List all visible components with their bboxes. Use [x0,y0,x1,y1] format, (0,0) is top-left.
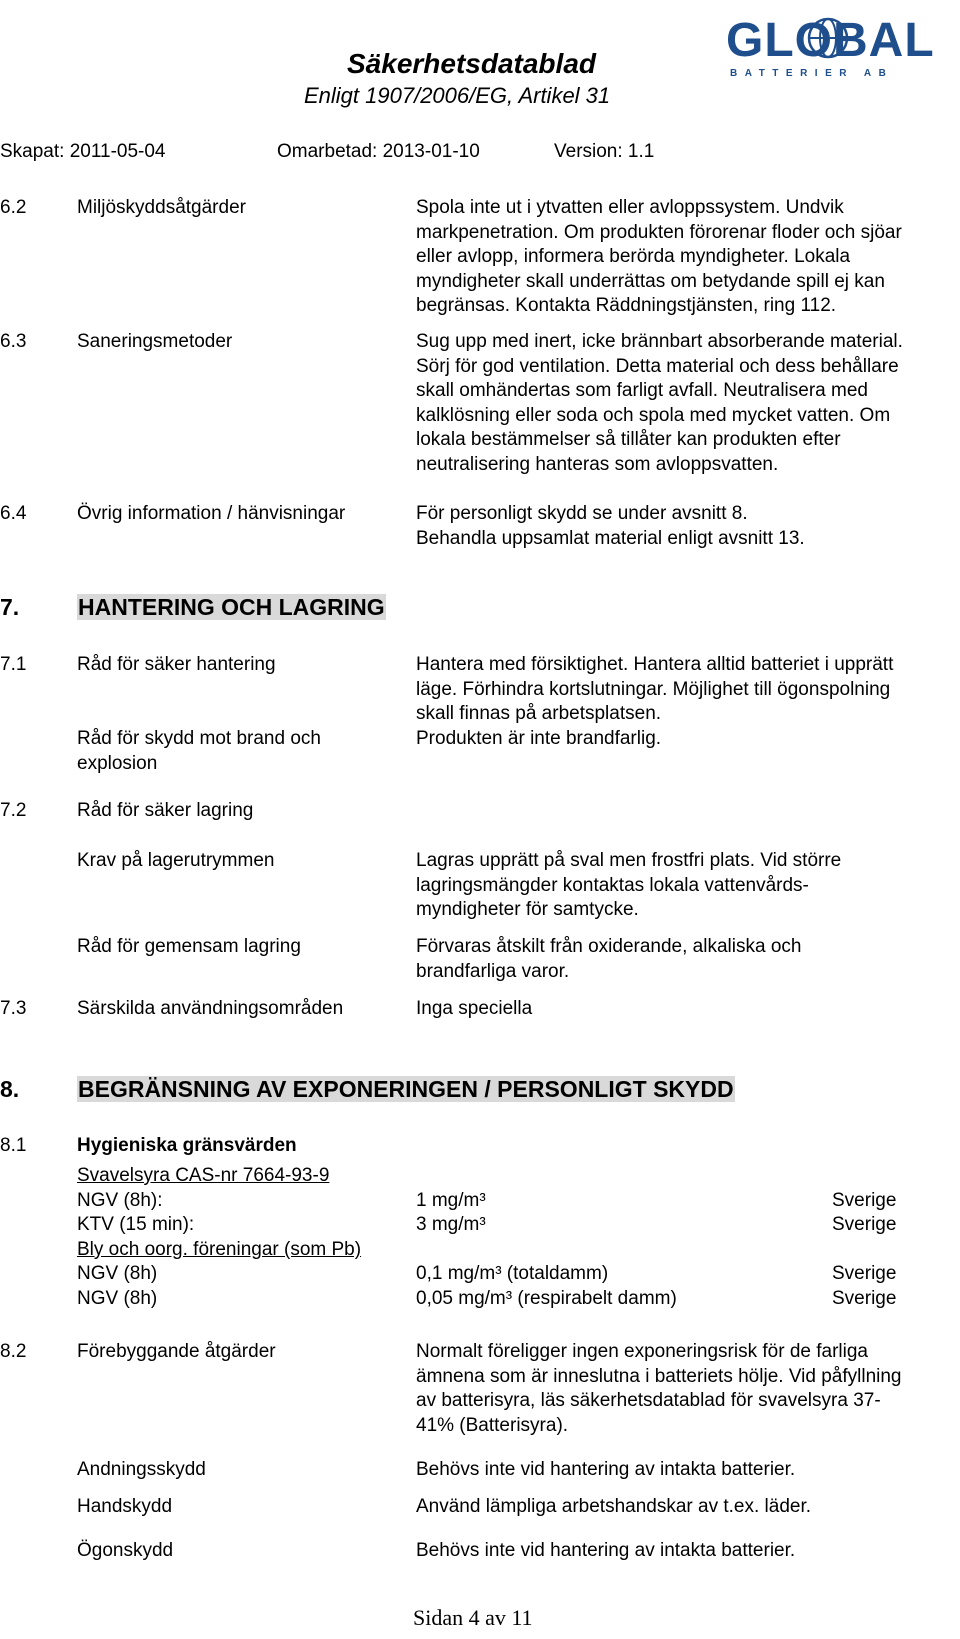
section-8-heading: BEGRÄNSNING AV EXPONERINGEN / PERSONLIGT SKYDD [78,1076,734,1102]
section-6-4-text: För personligt skydd se under avsnitt 8. Behandla uppsamlat material enligt avsnitt 13. [416,503,805,549]
document-subtitle: Enligt 1907/2006/EG, Artikel 31 [304,83,611,108]
respiratory-protection-label: Andningsskydd [77,1459,206,1480]
eye-protection-text: Behövs inte vid hantering av intakta batterier. [416,1540,796,1561]
section-8-2-label: Förebyggande åtgärder [77,1341,276,1362]
sulfuric-acid-group: Svavelsyra CAS-nr 7664-93-9 [77,1165,330,1186]
storage-requirements-label: Krav på lagerutrymmen [77,850,275,871]
lead-group: Bly och oorg. föreningar (som Pb) [77,1239,362,1260]
section-7-3-number: 7.3 [0,998,27,1019]
section-7-2-label: Råd för säker lagring [77,800,254,821]
limit-row-value: 1 mg/m³ [416,1190,486,1211]
limit-row-country: Sverige [832,1190,897,1211]
respiratory-protection-text: Behövs inte vid hantering av intakta batterier. [416,1459,796,1480]
section-6-2-number: 6.2 [0,197,27,218]
limit-row-value: 0,1 mg/m³ (totaldamm) [416,1263,609,1284]
eye-protection-label: Ögonskydd [77,1540,174,1561]
logo-graphic [724,10,946,80]
section-6-4-number: 6.4 [0,503,27,524]
section-7-heading: HANTERING OCH LAGRING [78,594,385,620]
hand-protection-text: Använd lämpliga arbetshandskar av t.ex. läder. [416,1496,812,1517]
limit-row-value: 0,05 mg/m³ (respirabelt damm) [416,1288,677,1309]
limit-row-country: Sverige [832,1214,897,1235]
storage-requirements-text: Lagras upprätt på sval men frostfri plats. Vid större lagringsmängder kontaktas lokala vattenvårds- myndigheter för samtycke. [416,850,842,920]
fire-protection-label: Råd för skydd mot brand och explosion [77,728,321,774]
section-7-3-label: Särskilda användningsområden [77,998,344,1019]
revised-date: Omarbetad: 2013-01-10 [277,141,480,162]
section-7-2-number: 7.2 [0,800,27,821]
section-7-1-number: 7.1 [0,654,27,675]
logo-subtext: BATTERIER AB [730,68,894,79]
section-6-4-label: Övrig information / hänvisningar [77,503,346,524]
section-8-2-text: Normalt föreligger ingen exponeringsrisk för de farliga ämnena som är inneslutna i batteriets hölje. Vid påfyllning av batterisyra, läs säkerhetsdatablad för svavelsyra 37- 41% (Batterisyra). [416,1341,902,1436]
created-date: Skapat: 2011-05-04 [0,141,166,162]
version-number: Version: 1.1 [554,141,655,162]
section-8-1-label: Hygieniska gränsvärden [77,1135,297,1156]
logo-wordmark: GLOBAL [726,14,935,67]
limit-row-name: NGV (8h): [77,1190,163,1211]
section-8-2-number: 8.2 [0,1341,27,1362]
section-8-1-number: 8.1 [0,1135,27,1156]
section-7-3-text: Inga speciella [416,998,533,1019]
section-6-2-label: Miljöskyddsåtgärder [77,197,246,218]
joint-storage-text: Förvaras åtskilt från oxiderande, alkaliska och brandfarliga varor. [416,936,802,982]
section-7-1-label: Råd för säker hantering [77,654,276,675]
limit-row-value: 3 mg/m³ [416,1214,486,1235]
section-6-3-label: Saneringsmetoder [77,331,233,352]
section-8-number: 8. [0,1076,20,1102]
section-7-number: 7. [0,594,20,620]
joint-storage-label: Råd för gemensam lagring [77,936,301,957]
document-title: Säkerhetsdatablad [347,48,596,79]
hand-protection-label: Handskydd [77,1496,173,1517]
section-6-3-number: 6.3 [0,331,27,352]
section-6-2-text: Spola inte ut i ytvatten eller avloppssystem. Undvik markpenetration. Om produkten förorenar floder och sjöar eller avlopp, informera berörda myndigheter. Lokala myndigheter skall underrättas om betydande spill ej kan begränsas. Kontakta Räddningstjänsten, ring 112. [416,197,902,316]
page-number: Sidan 4 av 11 [413,1605,533,1630]
limit-row-country: Sverige [832,1288,897,1309]
section-6-3-text: Sug upp med inert, icke brännbart absorberande material. Sörj för god ventilation. Detta material och dess behållare skall omhändertas som farligt avfall. Neutralisera med kalklösning eller soda och spola med mycket vatten. Om lokala bestämmelser så tillåter kan produkten efter neutralisering hanteras som avloppsvatten. [416,331,903,475]
limit-row-name: KTV (15 min): [77,1214,195,1235]
limit-row-name: NGV (8h) [77,1263,158,1284]
limit-row-country: Sverige [832,1263,897,1284]
global-batterier-logo [724,10,946,80]
section-7-1-text: Hantera med försiktighet. Hantera alltid batteriet i upprätt läge. Förhindra kortslutningar. Möjlighet till ögonspolning skall finnas på arbetsplatsen. [416,654,894,724]
fire-protection-text: Produkten är inte brandfarlig. [416,728,662,749]
limit-row-name: NGV (8h) [77,1288,158,1309]
